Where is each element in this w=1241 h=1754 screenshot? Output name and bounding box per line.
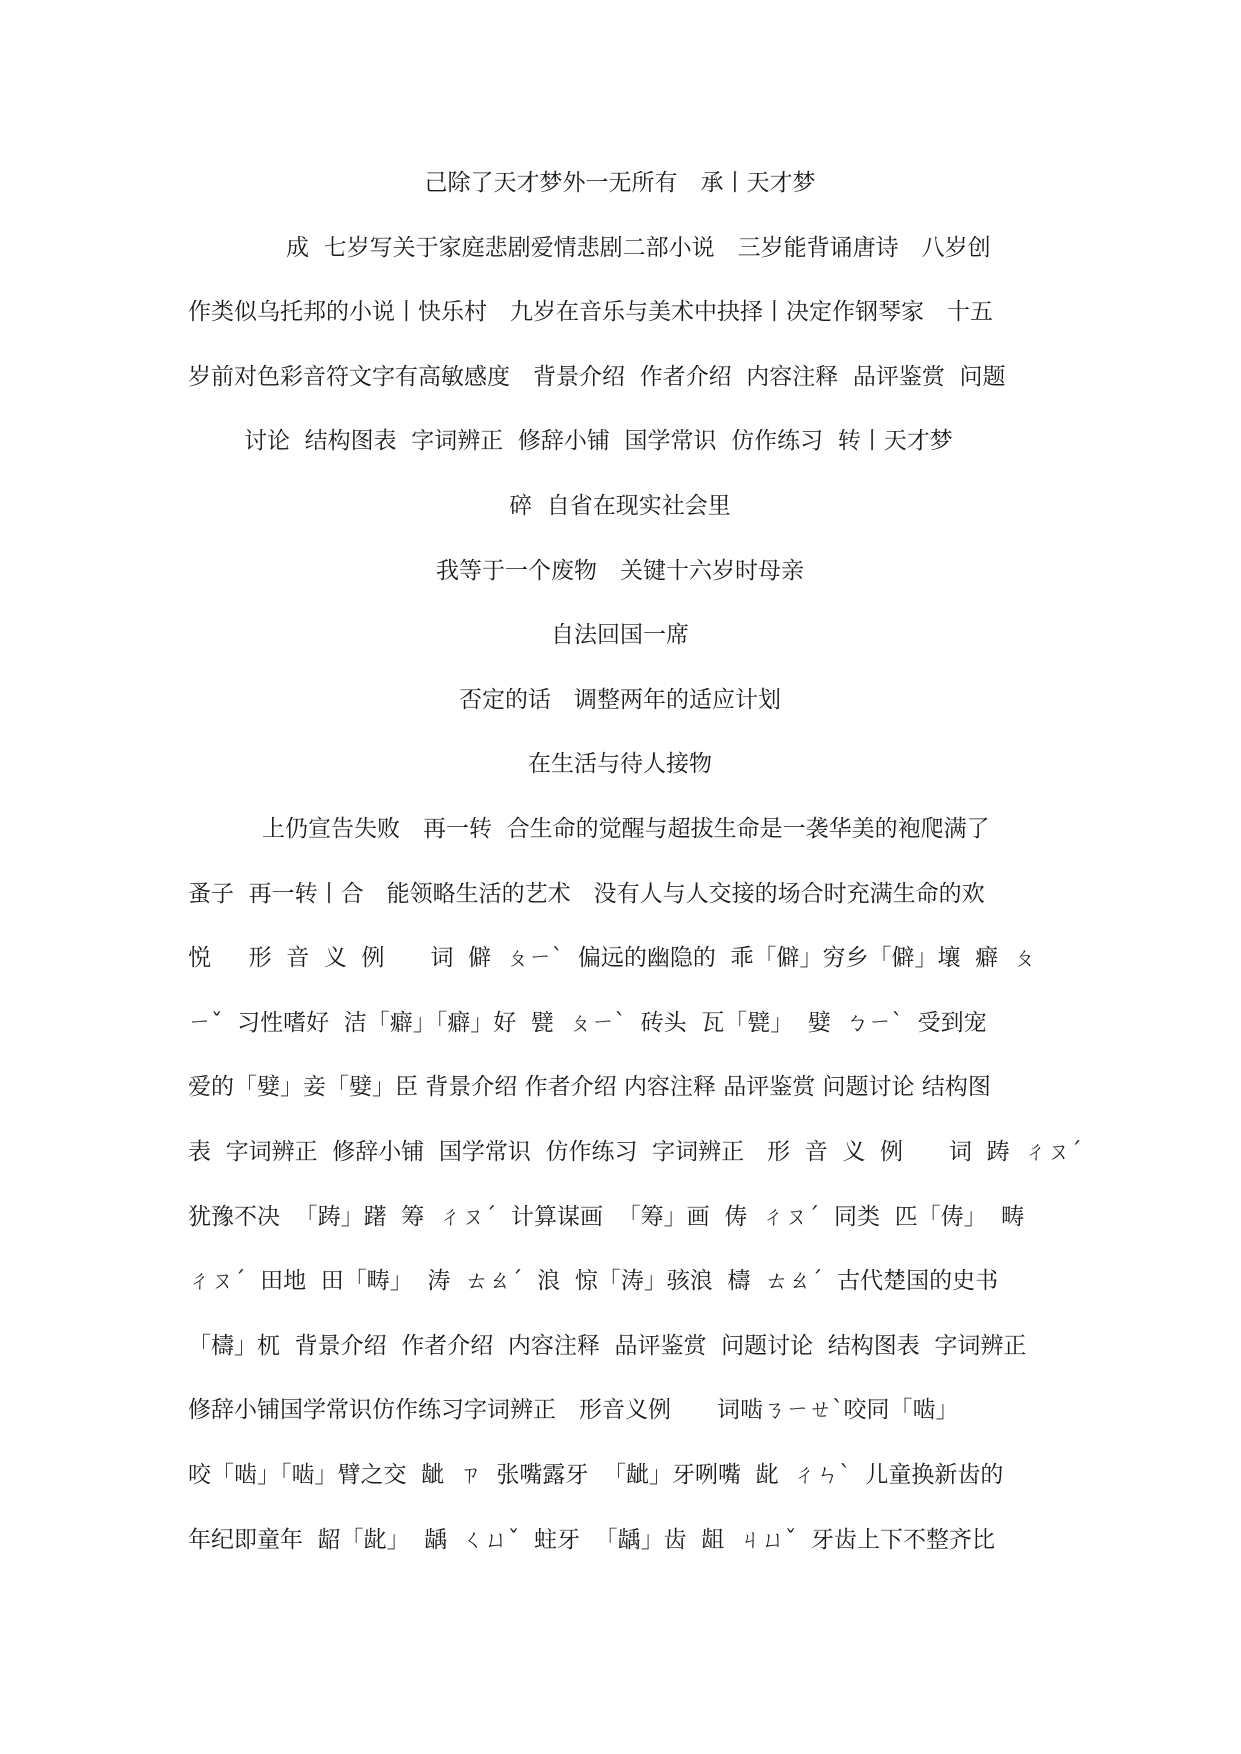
text-line: 表 字词辨正 修辞小铺 国学常识 仿作练习 字词辨正 形 音 义 例 词 踌 ㄔㄡˊ: [188, 1139, 1082, 1165]
text-line: 上仍宣告失败 再一转 合生命的觉醒与超拔生命是一袭华美的袍爬满了: [262, 816, 990, 842]
text-line: 自法回国一席: [551, 622, 689, 648]
text-line: 讨论 结构图表 字词辨正 修辞小铺 国学常识 仿作练习 转丨天才梦: [244, 428, 953, 454]
text-line: 蚤子 再一转丨合 能领略生活的艺术 没有人与人交接的场合时充满生命的欢: [188, 881, 985, 907]
text-line: 犹豫不决 「踌」躇 筹 ㄔㄡˊ 计算谋画 「筹」画 俦 ㄔㄡˊ 同类 匹「俦」 畴: [188, 1204, 1025, 1230]
text-line: 修辞小铺国学常识仿作练习字词辨正 形音义例 词啮ㄋㄧㄝˋ咬同「啮」: [188, 1397, 959, 1423]
text-line: 己除了天才梦外一无所有 承丨天才梦: [424, 170, 816, 196]
text-line: 「檮」杌 背景介绍 作者介绍 内容注释 品评鉴赏 问题讨论 结构图表 字词辨正: [188, 1333, 1027, 1359]
text-line: 碎 自省在现实社会里: [509, 493, 731, 519]
text-line: 作类似乌托邦的小说丨快乐村 九岁在音乐与美术中抉择丨决定作钢琴家 十五: [188, 299, 993, 325]
text-line: 我等于一个废物 关键十六岁时母亲: [436, 558, 804, 584]
text-line: 否定的话 调整两年的适应计划: [459, 687, 781, 713]
text-line: 岁前对色彩音符文字有高敏感度 背景介绍 作者介绍 内容注释 品评鉴赏 问题: [188, 364, 1006, 390]
text-line: ㄔㄡˊ 田地 田「畴」 涛 ㄊㄠˊ 浪 惊「涛」骇浪 檮 ㄊㄠˊ 古代楚国的史书: [188, 1268, 999, 1294]
text-line: 咬「啮」「啮」臂之交 龇 ㄗ 张嘴露牙 「龇」牙咧嘴 龀 ㄔㄣˋ 儿童换新齿的: [188, 1462, 1004, 1488]
text-line: ㄧˇ 习性嗜好 洁「癖」「癖」好 甓 ㄆㄧˋ 砖头 瓦「甓」 嬖 ㄅㄧˋ 受到宠: [188, 1010, 987, 1036]
text-line: 爱的「嬖」妾「嬖」臣 背景介绍 作者介绍 内容注释 品评鉴赏 问题讨论 结构图: [188, 1074, 991, 1100]
text-line: 悦 形 音 义 例 词 僻 ㄆㄧˋ 偏远的幽隐的 乖「僻」穷乡「僻」壤 癖 ㄆ: [188, 945, 1036, 971]
text-line: 在生活与待人接物: [528, 751, 712, 777]
text-line: 年纪即童年 龆「龀」 龋 ㄑㄩˇ 蛀牙 「龋」齿 龃 ㄐㄩˇ 牙齿上下不整齐比: [188, 1527, 995, 1553]
text-line: 成 七岁写关于家庭悲剧爱情悲剧二部小说 三岁能背诵唐诗 八岁创: [286, 235, 991, 261]
